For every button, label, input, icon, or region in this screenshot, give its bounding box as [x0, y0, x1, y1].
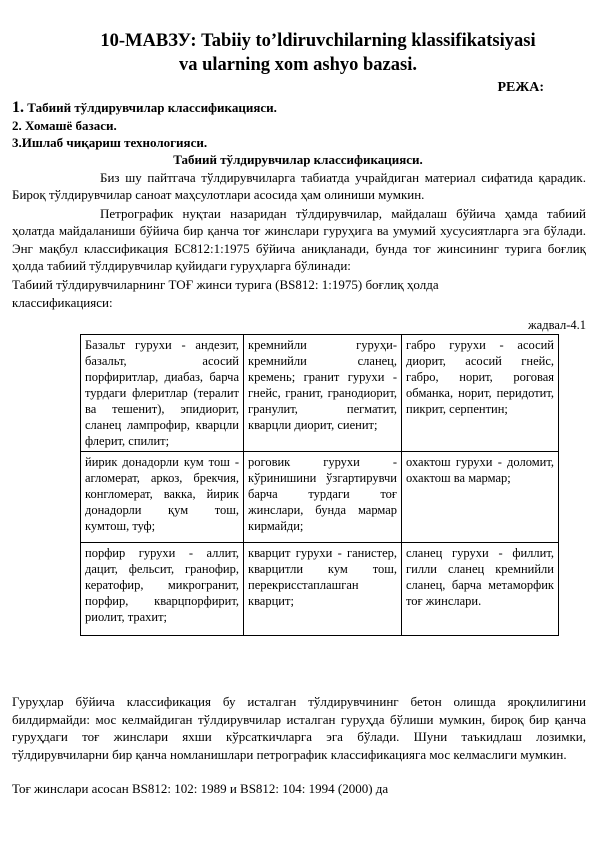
table-cell: Базальт гурухи - андезит, базальт, асосий порфиритлар, диабаз, барча турдаги флеритлар (тералит ва тешенит), эпидиорит, сланец лампрофир, кварцли флерит, спилит;: [81, 335, 244, 452]
classification-table: [80, 334, 559, 636]
plan-item-text: Табиий тўлдирувчилар классификацияси.: [27, 100, 277, 115]
plan-item-number: 1.: [12, 99, 24, 116]
plan-heading: РЕЖА:: [497, 80, 544, 95]
table-cell: [81, 452, 244, 543]
table-row: [81, 452, 559, 543]
body-paragraph-1-text: Гуруҳлар бўйича классификация бу исталган тўлдирувчининг бетон олишда яроқлилигини билдирмайди: мос келмайдиган тўлдирувчилар исталган гуруҳда бўлиши мумкин, бироқ бир қанча гуруҳдаги тоғ жинслари яхши кўрсаткичларга эга бўлади. Шуни таъкидлаш лозимки, тўлдирувчиларни бир қанча номланишлари петрографик классификацияга мос келмаслиги мумкин.: [12, 694, 586, 762]
table-cell-text: охактош гурухи - доломит, охактош ва мармар;: [406, 455, 554, 485]
body-paragraph-1: [12, 693, 586, 763]
intro-paragraph-2-text: Петрографик нуқтаи назаридан тўлдирувчилар, майдалаш бўйича ҳамда табиий ҳолатда майдаланиши бўйича бир қанча тоғ жинслари гуруҳига ва умумий хусусиятларга эга бўлади. Энг мақбул классификация БС812:1:1975 бўйича аниқланади, бунда тоғ жинсининг турига боғлиқ ҳолда табиий тўлдирувчилар қуйидаги гуруҳларга бўлинади:: [12, 206, 586, 273]
table-cell: порфир гурухи - аллит, дацит, фельсит, гранофир, кератофир, микрогранит, порфир, кварцпорфирит, риолит, трахит;: [81, 543, 244, 636]
plan-item-text: Ишлаб чиқариш технологияси.: [21, 135, 208, 150]
table-label: жадвал-4.1: [528, 318, 586, 332]
plan-item-number: 3.: [12, 135, 22, 150]
body-paragraph-2: [12, 780, 586, 798]
table-cell: сланец гурухи - филлит, гилли сланец кремнийли сланец, барча метаморфик тоғ жинслари.: [402, 543, 559, 636]
body-paragraph-2-text: Тоғ жинслари асосан BS812: 102: 1989 и BS812: 104: 1994 (2000) да: [12, 781, 389, 796]
plan-item-number: 2.: [12, 118, 22, 133]
table-row: [81, 543, 559, 636]
table-row: [81, 335, 559, 452]
page-title-line2: va ularning xom ashyo bazasi.: [179, 55, 417, 75]
table-cell-text: йирик донадорли кум тош - агломерат, аркоз, брекчия, конгломерат, вакка, йирик донадорли қум тош, кумтош, туф;: [85, 455, 239, 533]
intro-paragraph-1: [12, 169, 586, 204]
table-cell: [244, 452, 402, 543]
table-cell: кремнийли гуруҳи-кремнийли сланец, кремень; гранит гурухи - гнейс, гранит, гранодиорит, гранулит, пегматит, кварцли диорит, сиенит;: [244, 335, 402, 452]
plan-item-1: [12, 100, 277, 115]
plan-item-3: [12, 135, 207, 150]
intro-paragraph-3-line1: Табиий тўлдирувчиларнинг ТОҒ жинси турига (BS812: 1:1975) боғлиқ ҳолда: [12, 277, 439, 292]
plan-item-2: [12, 118, 117, 133]
intro-paragraph-3-line2: классификацияси:: [12, 295, 113, 310]
intro-paragraph-2: [12, 205, 586, 274]
table-cell: [402, 452, 559, 543]
section-subheading: Табиий тўлдирувчилар классификацияси.: [173, 152, 423, 167]
intro-paragraph-1-text: Биз шу пайтгача тўлдирувчиларга табиатда учрайдиган материал сифатида қарадик. Бироқ тўлдирувчилар саноат маҳсулотлари асосида ҳам олиниши мумкин.: [12, 170, 586, 203]
table-cell-text: роговик гурухи - кўринишини ўзгартирувчи барча турдаги тоғ жинслари, бунда мармар кирмайди;: [248, 455, 397, 533]
plan-item-text: Хомашё базаси.: [25, 118, 117, 133]
page-title-line1: 10-МАВЗУ: Tabiiy to’ldiruvchilarning klassifikatsiyasi: [100, 31, 536, 51]
table-cell: габро гурухи - асосий диорит, асосий гнейс, габро, норит, роговая обманка, норит, перидотит, пикрит, серпентин;: [402, 335, 559, 452]
table-cell: кварцит гурухи - ганистер, кварцитли кум тош, перекрисстаплашган кварцит;: [244, 543, 402, 636]
